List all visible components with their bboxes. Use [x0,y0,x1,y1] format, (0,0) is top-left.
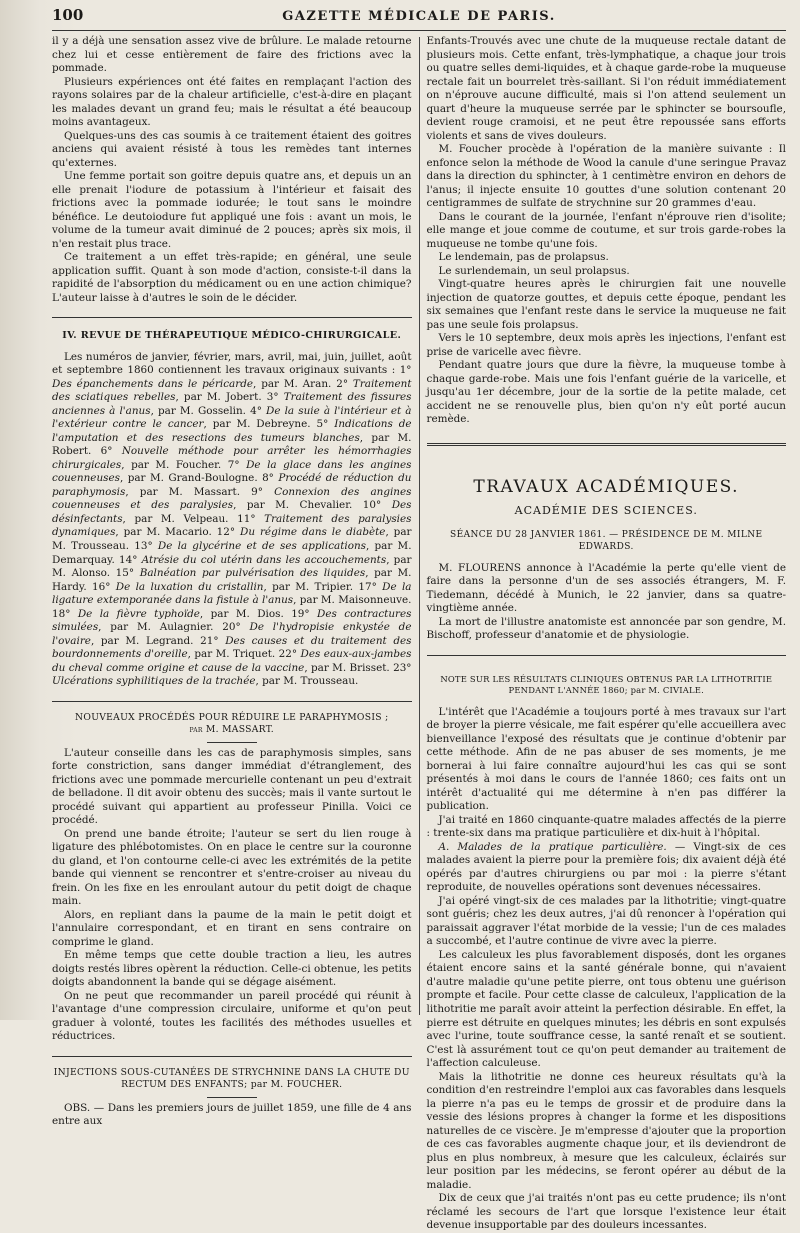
review-item-author: , par M. Grand-Boulogne. [119,472,263,485]
review-item-number: 7° [227,458,240,471]
paragraph: Quelques-uns des cas soumis à ce traitement étaient des goitres anciens qui avaient résisté à tous les remèdes tant internes qu'externes. [52,129,412,169]
review-item [52,608,291,620]
right-column [420,35,787,1232]
review-item-author: , par M. Macario. [115,526,217,539]
review-item-number: 19° [291,607,310,620]
review-item-title: Traitement des sciatiques rebelles [52,377,412,404]
paragraph: En même temps que cette double traction a lieu, les autres doigts restés libres opèrent la réduction. Celle-ci obtenue, les petits doigts abandonnent la bande qui se dégage aisément. [52,949,412,989]
article-title: NOUVEAUX PROCÉDÉS POUR RÉDUIRE LE PARAPHYMOSIS ; [75,711,389,723]
review-item-author: , par M. Alonso. [52,553,412,580]
short-rule [207,1097,257,1098]
review-item-title: Balnéation par pulvérisation des liquides [139,567,366,580]
paragraph: Le lendemain, pas de prolapsus. [438,251,609,264]
review-item-title: De la glycérine et de ses applications [157,540,366,552]
paragraph: Dix de ceux que j'ai traités n'ont pas eu cette prudence; ils n'ont réclamé les secours de l'art que lorsque l'existence leur était devenue insupportable par des douleurs incessantes. [426,1192,786,1232]
subsection-paragraph [427,841,787,895]
review-item-number: 13° [134,540,153,552]
review-item-author: , par M. Velpeau. [122,512,238,525]
review-item-number: 9° [251,485,263,498]
paragraph: L'intérêt que l'Académie a toujours porté à mes travaux sur l'art de broyer la pierre vésicale, me fait espérer qu'elle accueillera avec bienveillance l'exposé des résultats que je continue d'obtenir par cette méthode. Afin de ne pas abuser de ses moments, je me bornerai à lui faire connaître aujourd'hui les cas qui se sont présentés à moi dans le cours de l'année 1860; ces faits ont un intérêt d'actualité qui me détermine à n'en pas différer la publication. [426,705,786,813]
review-item-number: 10° [362,499,382,512]
paragraph: Enfants-Trouvés avec une chute de la muqueuse rectale datant de plusieurs mois. Cette enfant, très-lymphatique, a chaque jour trois ou quatre selles demi-liquides, et à chaque garde-robe la muqueuse rectale fait un bourrelet très-saillant. Si l'on réduit immédiatement on n'éprouve aucune difficulté, mais si l'on attend seulement un quart d'heure la muqueuse serrée par le sphincter se boursoufle, devient rouge cramoisi, et ne peut être repoussée sans efforts violents et sans de vives douleurs. [426,35,786,142]
review-item-author: , par M. Demarquay. [52,540,412,566]
review-item-title: De la glace dans les angines couenneuses [52,458,412,485]
paragraph: Le surlendemain, un seul prolapsus. [438,264,630,277]
review-paragraph [52,351,412,689]
obs-label: OBS. [64,1101,91,1114]
article-heading-strychnine: INJECTIONS SOUS-CUTANÉES DE STRYCHNINE DANS LA CHUTE DU RECTUM DES ENFANTS; par M. FOUCHER. [53,1066,410,1090]
paragraph: Vers le 10 septembre, deux mois après les injections, l'enfant est prise de varicelle avec fièvre. [426,332,786,358]
review-item-number: 6° [100,445,113,458]
paragraph: La mort de l'illustre anatomiste est annoncée par son gendre, M. Bischoff, professeur d'anatomie et de physiologie. [426,615,786,642]
review-item [92,581,358,593]
review-item-author: , par M. Aran. [253,377,337,390]
review-item-author: , par M. Dios. [199,607,292,620]
review-item-title: De l'hydropisie enkystée de l'ovaire [52,621,412,647]
review-item-number: 16° [92,580,111,593]
review-item-title: De la fièvre typhoïde [77,607,200,620]
paragraph: On prend une bande étroite; l'auteur se sert du lien rouge à ligature des phlébotomistes. On en place le centre sur la couronne du gland, et l'on contourne celle-ci avec les extrémités de la petite bande qui viennent se rencontrer et s'entre-croiser au niveau du frein. On les fixe en les enroulant autour du petit doigt de chaque main. [52,827,412,908]
review-item-title: Traitement des fissures anciennes à l'anus [52,391,412,417]
review-item-number: 1° [399,364,412,377]
review-item-number: 14° [119,553,138,566]
two-column-body [52,35,786,1232]
travaux-title: TRAVAUX ACADÉMIQUES. [473,476,740,497]
review-item-title: De la suie à l'intérieur et à l'extérieur contre le cancer [52,404,412,431]
review-item-title: Atrésie du col utérin dans les accouchements [141,553,387,566]
review-item-title: Connexion des angines couenneuses et des paralysies [52,485,412,512]
section-divider [52,317,412,318]
section-heading: IV. REVUE DE THÉRAPEUTIQUE MÉDICO-CHIRURGICALE. [62,330,402,342]
paragraph: M. Foucher procède à l'opération de la manière suivante : Il enfonce selon la méthode de Wood la canule d'une seringue Pravaz dans la direction du sphincter, à 1 centimètre environ en dehors de l'anus; il injecte ensuite 10 gouttes d'une solution contenant 20 centigrammes de sulfate de strychnine sur 20 grammes d'eau. [426,143,786,210]
review-item-author: , par M. Tripier. [263,580,359,593]
review-item-author: , par M. Maisonneuve. [293,594,412,607]
review-item-author: , par M. Debreyne. [203,418,317,431]
paragraph: L'auteur conseille dans les cas de paraphymosis simples, sans forte constriction, sans danger immédiat d'étranglement, des frictions avec une pommade mercurielle contenant un peu d'extrait de belladone. Il dit avoir obtenu des succès; mais il vante surtout le procédé suivant qui appartient au professeur Pinilla. Voici ce procédé. [52,746,412,827]
academie-title: ACADÉMIE DES SCIENCES. [514,504,698,518]
note-title: NOTE SUR LES RÉSULTATS CLINIQUES OBTENUS PAR LA LITHOTRITIE PENDANT L'ANNÉE 1860; par M. CIVIALE. [440,673,773,695]
review-item-number: 23° [393,661,412,674]
review-item-title: De la ligature extemporanée dans la fistule à l'anus [52,580,412,607]
article-author: par M. MASSART. [189,723,275,735]
review-item-author: , par M. Massart. [125,485,252,498]
session-title: SÉANCE DU 28 JANVIER 1861. — PRÉSIDENCE DE M. MILNE EDWARDS. [450,530,763,553]
review-item-number: 12° [216,526,236,539]
page-header [52,6,786,31]
review-item-number: 3° [266,391,279,404]
review-item-number: 21° [200,634,219,647]
review-item-author: , par M. Foucher. [121,458,228,471]
obs-text: — Dans les premiers jours de juillet 1859, une fille de 4 ans entre aux [52,1101,412,1128]
section-divider [427,655,787,656]
review-item-title: Nouvelle méthode pour arrêter les hémorrhagies chirurgicales [52,445,412,471]
review-item-title: Du régime dans le diabète [240,526,386,539]
review-item-number: 22° [278,648,298,661]
paragraph: Alors, en repliant dans la paume de la main le petit doigt et l'annulaire correspondant, et en tirant en sens contraire on comprime le gland. [52,908,412,948]
short-rule [207,742,257,743]
section-divider [52,1056,412,1057]
paragraph: Pendant quatre jours que dure la fièvre, la muqueuse tombe à chaque garde-robe. Mais une fois l'enfant guérie de la varicelle, et jusqu'au 1er décembre, jour de la sortie de la petite malade, cet accident ne se renouvelle plus, bien qu'on n'y eût porté aucun remède. [426,359,786,426]
review-item-author: , par M. Trousseau. [255,675,359,688]
review-item-title: Procédé de réduction du paraphymosis [52,472,412,498]
review-item-number: 15° [115,567,135,580]
paragraph: Dans le courant de la journée, l'enfant n'éprouve rien d'isolite; elle mange et joue comme de coutume, et sur trois garde-robes la muqueuse ne tombe qu'une fois. [426,210,786,250]
review-item-number: 17° [358,580,377,593]
observation-paragraph [52,1102,412,1129]
paragraph: Les calculeux les plus favorablement disposés, dont les organes étaient encore sains et la santé générale bonne, qui n'avaient d'autre maladie qu'une petite pierre, ont tous obtenu une guérison prompte et facile. Pour cette classe de calculeux, l'application de la lithotritie me paraît avoir atteint la perfection désirable. En effet, la pierre est détruite en quelques minutes; les débris en sont expulsés avec l'urine, toute souffrance cesse, la santé renaît et se soutient. C'est là assurément tout ce qu'on peut demander au traitement de l'affection calculeuse. [426,948,786,1070]
paragraph: Ce traitement a un effet très-rapide; en général, une seule application suffit. Quant à son mode d'action, consiste-t-il dans la rapidité de l'absorption du médicament ou en une action chimique? L'auteur laisse à d'autres le soin de le décider. [52,251,412,304]
article-heading [52,712,412,736]
subsection-label: A. Malades de la pratique particulière. [438,840,667,853]
paragraph: On ne peut que recommander un pareil procédé qui réunit à l'avantage d'une compression circulaire, uniforme et qu'on peut graduer à volonté, toutes les facilités des méthodes usuelles et réductrices. [52,989,412,1043]
review-item-number: 8° [262,472,274,485]
review-item-author: , par M. Brisset. [304,661,394,674]
review-item-author: , par M. Gosselin. [150,404,251,417]
paragraph: M. FLOURENS annonce à l'Académie la perte qu'elle vient de faire dans la personne d'un de ses associés étrangers, M. F. Tiedemann, décédé à Munich, le 22 janvier, dans sa quatre-vingtième année. [426,561,786,615]
review-item-title: Des désinfectants [52,499,412,525]
paragraph: Plusieurs expériences ont été faites en remplaçant l'action des rayons solaires par de la chaleur artificielle, c'est-à-dire en plaçant les malades devant un grand feu; mais le résultat a été beaucoup moins avantageux. [52,75,412,129]
review-item-author: , par M. Hardy. [52,567,412,593]
review-item-title: Des épanchements dans le péricarde [52,377,254,390]
review-item-title: Des contractures simulées [52,607,412,634]
review-item-number: 4° [250,404,262,417]
review-items [52,364,412,687]
review-item-author: , par M. Robert. [52,431,412,458]
paragraph: Mais la lithotritie ne donne ces heureux résultats qu'à la condition d'en restreindre l'emploi aux cas favorables dans lesquels la pierre n'a pas eu le temps de grossir et de produire dans la vessie des lésions propres à changer la forme et les dispositions naturelles de ce viscère. Je m'empresse d'ajouter que la proportion de ces cas favorables augmente chaque jour, et ils deviendront de plus en plus nombreux, à mesure que les calculeux, éclairés sur leur position par les médecins, se feront opérer au début de la maladie. [426,1070,786,1191]
review-item-number: 11° [237,512,256,525]
review-item-title: Des eaux-aux-jambes du cheval comme origine et cause de la vaccine [52,648,412,674]
review-item-author: , par M. Triquet. [187,648,279,661]
review-item-title: Traitement des paralysies dynamiques [52,512,412,539]
review-item-author: , par M. Legrand. [90,634,201,647]
paragraph: J'ai traité en 1860 cinquante-quatre malades affectés de la pierre : trente-six dans ma pratique particulière et dix-huit à l'hôpital. [426,813,786,840]
paragraph: il y a déjà une sensation assez vive de brûlure. Le malade retourne chez lui et cesse entièrement de faire des frictions avec la pommade. [52,35,412,75]
section-divider [52,701,412,702]
running-title: GAZETTE MÉDICALE DE PARIS. [282,9,556,24]
review-item-author: , par M. Trousseau. [52,526,412,552]
review-item-title: Des causes et du traitement des bourdonnements d'oreille [52,634,412,661]
review-item-number: 18° [52,607,71,620]
review-item-title: Indications de l'amputation et des resections des tumeurs blanches [52,418,412,444]
review-item-number: 20° [222,621,241,634]
paragraph: Vingt-quatre heures après le chirurgien fait une nouvelle injection de quatorze gouttes, et depuis cette époque, pendant les six semaines que l'enfant reste dans le service la muqueuse ne fait pas une seule fois prolapsus. [426,278,786,331]
left-column [52,35,419,1128]
review-item-author: , par M. Chevalier. [233,499,363,512]
subsection-text: — Vingt-six de ces malades avaient la pierre pour la première fois; dix avaient déjà été opérés par d'autres chirurgiens ou par moi : la pierre s'étant reproduite, de nouvelles opérations sont devenues nécessaires. [426,840,786,894]
section-divider [427,443,787,446]
review-intro: Les numéros de janvier, février, mars, avril, mai, juin, juillet, août et septembre 1860 contiennent les travaux originaux suivants : [52,350,412,377]
review-item-number: 2° [336,377,349,390]
review-item-title: Ulcérations syphilitiques de la trachée [52,675,256,688]
page-number: 100 [52,6,84,24]
review-item-number: 5° [316,418,329,431]
review-item-author: , par M. Aulagnier. [98,621,223,634]
review-item-title: De la luxation du cristallin [115,580,264,593]
paragraph: J'ai opéré vingt-six de ces malades par la lithotritie; vingt-quatre sont guéris; chez les deux autres, j'ai dû renoncer à l'opération qui paraissait aggraver l'état morbide de la vessie; l'un de ces malades a succombé, et l'autre continue de vivre avec la pierre. [426,894,786,948]
review-item-author: , par M. Jobert. [175,391,267,404]
paragraph: Une femme portait son goitre depuis quatre ans, et depuis un an elle prenait l'iodure de potassium à l'intérieur et faisait des frictions avec la pommade iodurée; le tout sans le moindre bénéfice. Le deutoiodure fut appliqué une fois : avant un mois, le volume de la tumeur avait diminué de 2 pouces; après six mois, il n'en restait plus trace. [52,170,412,250]
